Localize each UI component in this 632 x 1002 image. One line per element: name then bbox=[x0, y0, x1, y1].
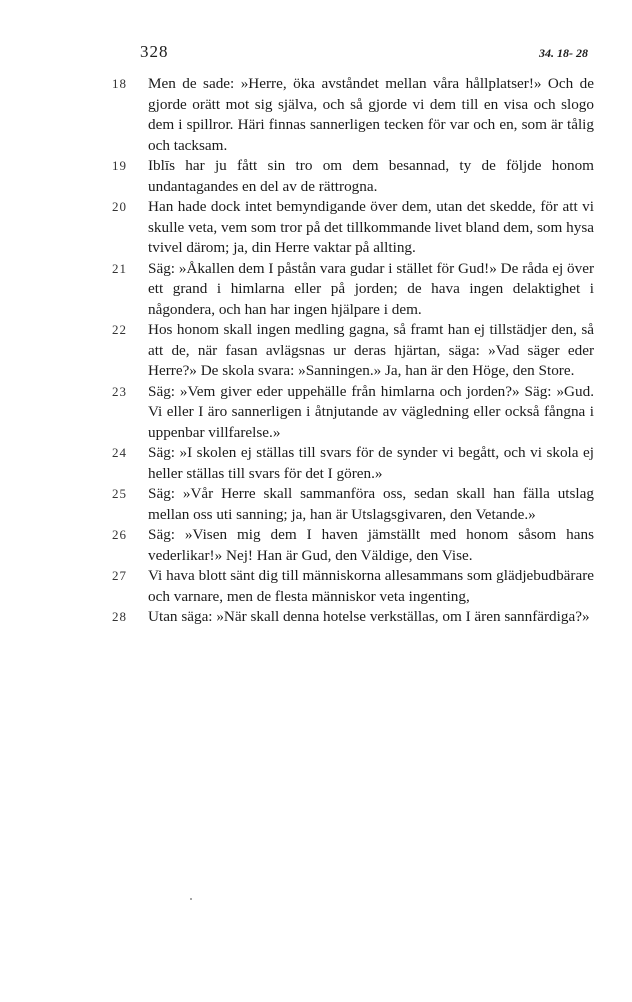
verse-number: 22 bbox=[112, 322, 127, 337]
verse bbox=[112, 382, 594, 444]
verse bbox=[112, 607, 594, 628]
verse-number: 23 bbox=[112, 383, 127, 399]
verse-text: Utan säga: »När skall denna hotelse verkställas, om I ären sannfärdiga?» bbox=[148, 608, 590, 625]
verse bbox=[112, 259, 594, 321]
verse-text: Iblīs har ju fått sin tro om dem besannad, ty de följde honom undantagandes en del av de rättrogna. bbox=[148, 157, 594, 195]
verse-text: Han hade dock intet bemyndigande över dem, utan det skedde, för att vi skulle veta, vem som tror på det tillkommande livet bland dem, som hysa tvivel därom; ja, din Herre vaktar på allting. bbox=[148, 198, 594, 256]
running-head: 34. 18- 28 bbox=[539, 46, 588, 60]
verse-number: 20 bbox=[112, 199, 127, 214]
verse bbox=[112, 320, 594, 382]
verse bbox=[112, 525, 594, 566]
verse bbox=[112, 74, 594, 156]
verse-number: 18 bbox=[112, 76, 127, 91]
verse bbox=[112, 156, 594, 197]
verse-list bbox=[112, 74, 594, 628]
verse bbox=[112, 197, 594, 259]
verse-text: Säg: »Vem giver eder uppehälle från himlarna och jorden?» Säg: »Gud. Vi eller I äro sannerligen i åtnjutande av vägledning eller också fångna i uppenbar villfarelse.» bbox=[148, 382, 594, 441]
page-number: 328 bbox=[140, 42, 169, 61]
verse-number: 21 bbox=[112, 260, 127, 276]
verse-text: Vi hava blott sänt dig till människorna allesammans som glädjebudbärare och varnare, men de flesta människor veta ingenting, bbox=[148, 567, 594, 605]
verse bbox=[112, 443, 594, 484]
verse-number: 26 bbox=[112, 527, 127, 542]
verse-number: 19 bbox=[112, 158, 127, 173]
end-mark bbox=[190, 898, 192, 900]
verse-number: 28 bbox=[112, 609, 127, 624]
verse-text: Säg: »I skolen ej ställas till svars för de synder vi begått, och vi skola ej heller ställas till svars för det I gören.» bbox=[148, 444, 594, 482]
verse-number: 27 bbox=[112, 568, 127, 583]
verse-number: 24 bbox=[112, 445, 127, 460]
verse-text: Hos honom skall ingen medling gagna, så framt han ej tillstädjer den, så att de, när fasan avlägsnas ur deras hjärtan, säga: »Vad säger eder Herre?» De skola svara: »Sanningen.» Ja, han är den Höge, den Store. bbox=[148, 321, 594, 379]
verse-text: Säg: »Visen mig dem I haven jämställt med honom såsom hans vederlikar!» Nej! Han är Gud, den Väldige, den Vise. bbox=[148, 526, 594, 564]
page-header bbox=[140, 42, 588, 68]
verse-number: 25 bbox=[112, 486, 127, 501]
verse-text: Men de sade: »Herre, öka avståndet mellan våra hållplatser!» Och de gjorde orätt mot sig själva, och så gjorde vi dem till en visa och slogo dem i spillror. Häri finnas sannerligen tecken för var och en, som är tålig och tacksam. bbox=[148, 75, 594, 154]
verse-text: Säg: »Vår Herre skall sammanföra oss, sedan skall han fälla utslag mellan oss uti sanning; ja, han är Utslagsgivaren, den Vetande.» bbox=[148, 485, 594, 523]
verse-text: Säg: »Åkallen dem I påstån vara gudar i stället för Gud!» De råda ej över ett grand i himlarna eller på jorden; de hava ingen delaktighet i någondera, och han har ingen hjälpare i dem. bbox=[148, 259, 594, 318]
verse bbox=[112, 484, 594, 525]
verse bbox=[112, 566, 594, 607]
